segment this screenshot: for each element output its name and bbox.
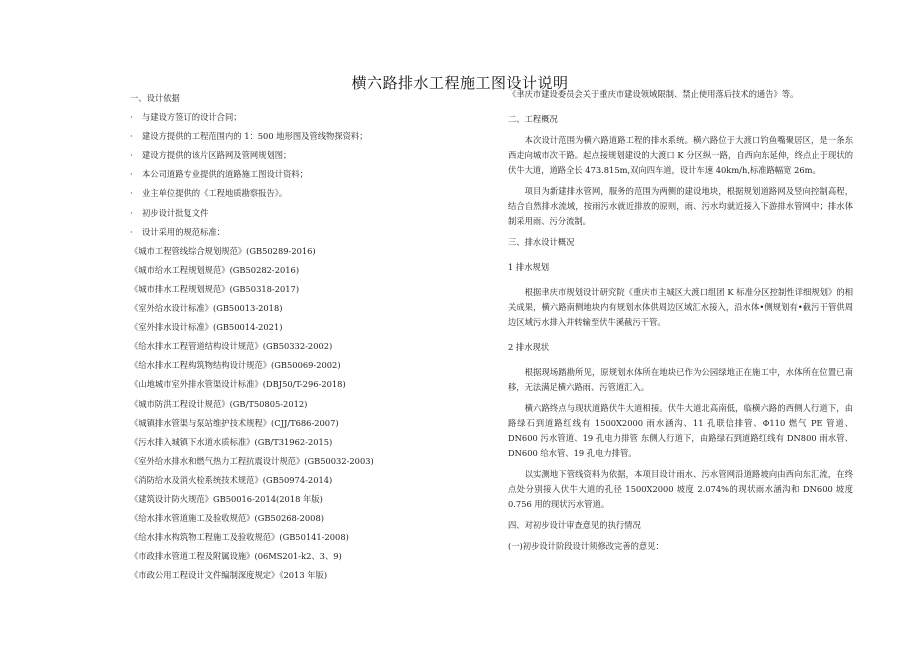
right-column	[508, 87, 853, 554]
standard-item: 《城市排水工程规划规范》(GB50318-2017)	[130, 283, 300, 294]
standard-item: 《给水排水工程管道结构设计规范》(GB50332-2002)	[130, 341, 333, 352]
basis-item: · 初步设计批复文件	[130, 204, 500, 223]
standard-item: 《给水排水管道施工及验收规范》(GB50268-2008)	[130, 513, 324, 524]
standard-item: 《室外给水排水和燃气热力工程抗震设计规范》(GB50032-2003)	[130, 455, 374, 466]
basis-item: · 业主单位提供的《工程地质勘察报告》。	[130, 184, 500, 203]
standard-item: 《城市防洪工程设计规范》(GB/T50805-2012)	[130, 398, 308, 409]
standard-item: 《城市工程管线综合规划规范》(GB50289-2016)	[130, 245, 316, 256]
section-heading: 二、工程概况	[508, 114, 558, 124]
basis-item: · 建设方提供的该片区路网及管网规划图；	[130, 146, 500, 165]
section-heading: 三、排水设计概况	[508, 237, 575, 247]
status-paragraph: 以实测地下管线资料为依据，本项目设计雨水、污水管网沿道路坡向由西向东汇流，在终点处分别接入伏牛大道的孔径 1500X2000 坡度 2.074%的现状雨水涵沟和 DN600 坡度 0.756 用的现状污水管道。	[508, 469, 853, 509]
section-heading: 一、设计依据	[130, 93, 180, 103]
standard-item: 《市政公用工程设计文件编制深度规定》《2013 年版)	[130, 570, 328, 581]
status-paragraph: 根据现场踏勘所见，原规划水体所在地块已作为公园绿地正在施工中，水体所在位置已南移，无法满足横六路雨、污管道汇入。	[508, 367, 853, 392]
basis-item: · 建设方提供的工程范围内的 1：500 地形图及管线物探资料；	[130, 127, 500, 146]
document-title: 横六路排水工程施工图设计说明	[351, 74, 569, 92]
subsection-heading: 2 排水现状	[508, 342, 550, 352]
section-heading: 四、对初步设计审查意见的执行情况	[508, 520, 641, 530]
basis-item: · 设计采用的规范标准：	[130, 223, 500, 242]
standard-item: 《室外给水设计标准》(GB50013-2018)	[130, 303, 283, 314]
standard-item: 《建筑设计防火规范》GB50016-2014(2018 年版)	[130, 493, 323, 504]
overview-paragraph: 本次设计范围为横六路道路工程的排水系统。横六路位于大渡口钓鱼嘴聚居区，是一条东西走向城市次干路。起点接规划建设的大渡口 K 分区纵一路，自西向东延伸，终点止于现状的伏牛大道，道路全长 473.815m,双向四车道，设计车速 40km/h,标准路幅宽 26m。	[508, 135, 853, 175]
plan-paragraph: 根据聿庆市规划设计研究院《重庆市主城区大渡口组团 K 标准分区控制性详细规划》的相关成果，横六路南侧地块内有规划水体供周边区域汇水接入，沿水体•侧规划有•截污干管供周边区域污水排入并转输至伏牛溪截污干管。	[508, 287, 853, 327]
standards-notice: 《聿庆市建设委员会关于重庆市建设领域限制、禁止使用落后技术的通告》等。	[508, 89, 799, 99]
overview-paragraph: 项目为新建排水管网，服务的范围为两侧的建设地块，根据规划道路网及竖向控制高程，结合自然排水流域，按雨污水就近排放的原则，雨、污水均就近接入下游排水管网中；排水体制采用雨、污分流制。	[508, 186, 853, 226]
standard-item: 《给水排水工程构筑物结构设计规范》(GB50069-2002)	[130, 360, 341, 371]
standard-item: 《室外排水设计标准》(GB50014-2021)	[130, 322, 283, 333]
standard-item: 《污水排入城镇下水道水质标准》(GB/T31962-2015)	[130, 436, 333, 447]
subsection-heading: (一)初步设计阶段设计须修改完善的意见：	[508, 541, 664, 551]
basis-item: · 与建设方签订的设计合同；	[130, 108, 500, 127]
left-column	[130, 89, 500, 585]
status-paragraph: 横六路终点与现状道路伏牛大道相接。伏牛大道北高南低，临横六路的西侧人行道下，由路绿石到道路红线有 1500X2000 雨水涵沟、11 孔联信排管、Φ110 燃气 PE 管道、DN600 污水管道、19 孔电力排管 东侧人行道下，由路绿石到道路红线有 DN800 雨水管、DN600 给水管、19 孔电力排管。	[508, 403, 853, 458]
basis-item: · 本公司道路专业提供的道路施工图设计资料；	[130, 165, 500, 184]
standard-item: 《山地城市室外排水管渠设计标准》(DBJ50/T-296-2018)	[130, 379, 346, 390]
standard-item: 《市政排水管道工程及附属设施》(06MS201-k2、3、9)	[130, 551, 342, 562]
standard-item: 《消防给水及消火栓系统技术规范》(GB50974-2014)	[130, 474, 333, 485]
standard-item: 《给水排水构筑物工程施工及验收规范》(GB50141-2008)	[130, 532, 349, 543]
subsection-heading: 1 排水规划	[508, 262, 550, 272]
standard-item: 《城市给水工程规划规范》(GB50282-2016)	[130, 264, 300, 275]
standard-item: 《城镇排水管渠与泵站维护技术规程》(CJJ/T686-2007)	[130, 417, 339, 428]
